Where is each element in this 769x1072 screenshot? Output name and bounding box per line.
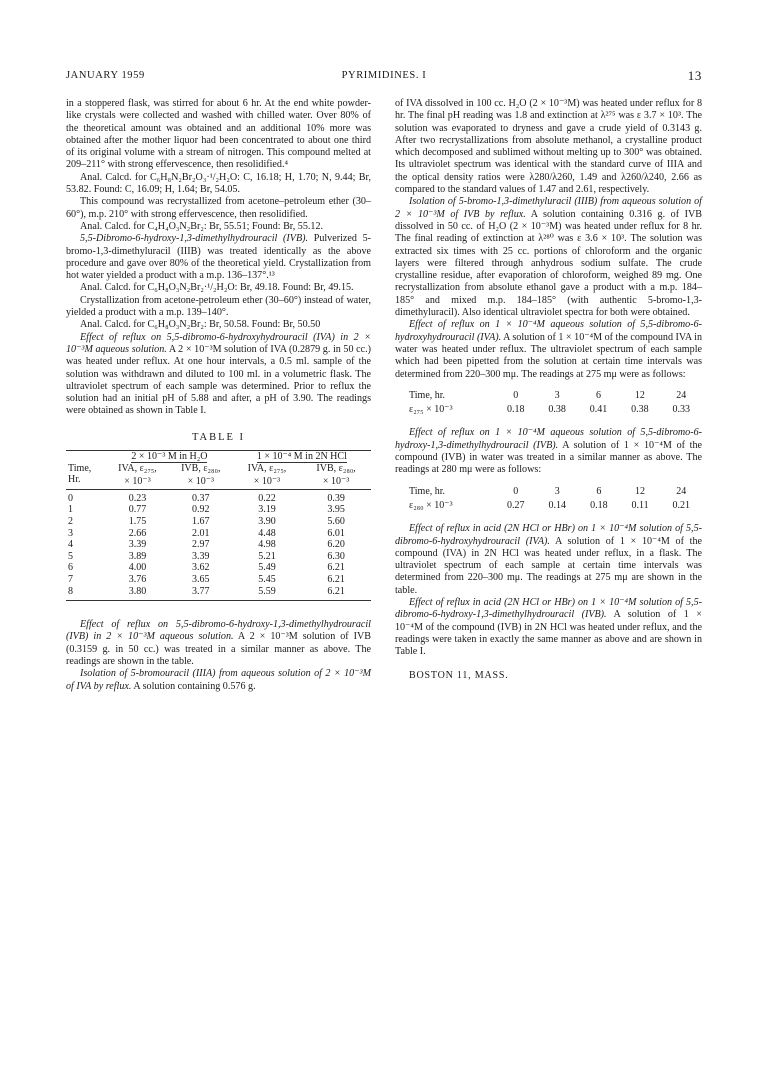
journal-date: JANUARY 1959: [66, 70, 145, 81]
running-header: [66, 70, 702, 84]
table-cell: 8: [68, 585, 73, 597]
readings-cell: 0.18: [506, 404, 525, 416]
table-cell: 1.75: [128, 515, 147, 527]
table-cell: 5: [68, 550, 73, 562]
table-cell: 6.20: [327, 539, 345, 551]
running-title: PYRIMIDINES. I: [341, 70, 427, 81]
paragraph: [395, 597, 702, 658]
paragraph-text: A solution of 1 × 10⁻⁴M of the compound (IVB) in water was treated in a similar manner as above. The readings at 280 mμ were as follows:: [395, 439, 702, 476]
data-table: [66, 450, 371, 601]
readings-cell: 6: [596, 485, 602, 497]
table-cell: 0.77: [128, 504, 147, 516]
table-cell: 4.48: [258, 527, 276, 539]
table-row: [66, 489, 371, 504]
readings-cell: 24: [676, 485, 687, 497]
paragraph: [66, 233, 371, 282]
table-cell: 3.77: [192, 585, 210, 597]
table-header-cell: IVA, ε₂₇₅,: [118, 462, 157, 474]
table-cell: 6.21: [327, 562, 345, 574]
table-cell: 3.39: [192, 550, 210, 562]
section-heading: 5,5-Dibromo-6-hydroxy-1,3-dimethylhydrouracil (IVB).: [80, 233, 308, 245]
readings-cell: 0.38: [631, 404, 649, 416]
table-cell: 6.01: [327, 527, 345, 539]
table-cell: 3.76: [128, 573, 147, 585]
table-row: [66, 586, 371, 601]
section-heading: Effect of reflux in acid (2N HCl or HBr) on 1 × 10⁻⁴M solution of 5,5-dibromo-6-hydroxy-1,3-dimethylhydrouracil (IVB).: [395, 596, 702, 621]
readings-cell: 0: [513, 485, 519, 497]
table-row: [66, 504, 371, 516]
table-row: [66, 528, 371, 540]
section-heading: Effect of reflux on 5,5-dibromo-6-hydroxy-1,3-dimethylhydrouracil (IVB) in 2 × 10⁻³M aqueous solution.: [66, 619, 371, 643]
readings-table-iva: [395, 389, 702, 418]
table-cell: 2.66: [128, 527, 147, 539]
table-cell: 2.01: [192, 527, 210, 539]
table-header-cell: [66, 451, 106, 463]
paragraph: [395, 196, 702, 319]
table-cell: 7: [68, 573, 73, 585]
page-number: 13: [687, 68, 702, 83]
table-cell: 2: [68, 515, 73, 527]
table-header-cell: × 10⁻³: [187, 475, 214, 487]
table-cell: 1.67: [192, 515, 210, 527]
paragraph-text: Pulverized 5-bromo-1,3-dimethyluracil (IIIB) was treated identically as the above procedure and gave over 80% of the theoretical yield. Crystallization from hot water yielded a product with a m.p. 136–137°.¹³: [66, 233, 371, 282]
table-cell: 0.22: [258, 492, 276, 504]
paragraph: in a stoppered flask, was stirred for about 6 hr. At the end white powder-like crystals were collected and washed with chilled water. Over 80% of the theoretical amount was obtained and an additional 10% more was obtained after the mother liquor had been concentrated to about one third of its original volume with a stream of nitrogen. This compound melted at 209–211° with strong effervescence, then resolidified.⁴: [66, 98, 371, 171]
table-header-cell: IVA, ε₂₇₅,: [247, 462, 287, 474]
readings-label: ε₂₇₅ × 10⁻³: [409, 404, 453, 416]
table-header-cell: Time,: [68, 462, 92, 474]
table-cell: 0.92: [192, 504, 210, 516]
section-heading: Effect of reflux on 1 × 10⁻⁴M aqueous solution of 5,5-dibromo-6-hydroxy-1,3-dimethylhydrouracil (IVB).: [395, 427, 702, 451]
table-cell: 5.59: [258, 585, 276, 597]
paragraph: Anal. Calcd. for C₄H₄O₃N₂Br₂: Br, 55.51; Found: Br, 55.12.: [80, 220, 324, 232]
table-cell: 5.60: [327, 515, 345, 527]
paragraph: [66, 619, 371, 668]
readings-cell: 12: [634, 389, 645, 401]
table-cell: 6.30: [327, 550, 345, 562]
table-group-header: 1 × 10⁻⁴ M in 2N HCl: [256, 451, 347, 463]
table-cell: 3.90: [258, 515, 276, 527]
paragraph-text: A solution of 1 × 10⁻⁴M of the compound (IVB) in 2N HCl was heated under reflux, and the readings were taken in exactly the same manner as above and are shown in Table I.: [395, 609, 702, 658]
table-cell: 3.65: [192, 573, 210, 585]
table-cell: 2.97: [192, 539, 210, 551]
table-cell: 6: [68, 562, 73, 574]
readings-table-ivb: [395, 485, 702, 514]
readings-label: ε₂₈₀ × 10⁻³: [409, 499, 453, 511]
paragraph: Anal. Calcd. for C₆H₈N₂Br₂O₃·¹/₂H₂O: C, 16.18; H, 1.70; N, 9.44; Br, 53.82. Found: C, 16.09; H, 1.64; Br, 54.05.: [66, 171, 371, 196]
paragraph-text: A solution of 1 × 10⁻⁴M of the compound (IVA) in 2N HCl was heated under reflux, in a flask. The ultraviolet spectrum of each sample at certain time intervals was determined from 220–300 mμ. The readings at 275 mμ are shown in the table.: [395, 535, 702, 596]
table-cell: 3.39: [128, 539, 147, 551]
table-cell: 3.80: [128, 585, 147, 597]
readings-cell: 6: [595, 389, 601, 401]
table-cell: 3: [68, 527, 73, 539]
table-row: [66, 539, 371, 551]
table-group-header: 2 × 10⁻³ M in H₂O: [131, 451, 208, 463]
section-heading: Isolation of 5-bromo-1,3-dimethyluracil (IIIB) from aqueous solution of 2 × 10⁻³M of IVB by reflux.: [395, 196, 702, 220]
section-heading: Isolation of 5-bromouracil (IIIA) from aqueous solution of 2 × 10⁻³M of IVA by reflux.: [66, 668, 371, 692]
table-row: [66, 551, 371, 563]
table-cell: 0.37: [192, 492, 210, 504]
paragraph-text: A solution containing 0.576 g.: [131, 680, 256, 692]
table-header-cell: Hr.: [68, 474, 81, 486]
readings-cell: 3: [554, 389, 560, 401]
table-cell: 5.45: [258, 573, 276, 585]
section-heading: Effect of reflux on 1 × 10⁻⁴M aqueous solution of 5,5-dibromo-6-hydroxyhydrouracil (IVA).: [395, 319, 702, 343]
author-location: BOSTON 11, MASS.: [409, 670, 509, 682]
paragraph: Crystallization from acetone-petroleum ether (30–60°) instead of water, yielded a product with a m.p. 139–140°.: [66, 294, 371, 319]
table-cell: 1: [68, 504, 73, 516]
table-cell: 6.21: [327, 585, 345, 597]
table-cell: 5.21: [258, 550, 276, 562]
paragraph-text: A solution containing 0.316 g. of IVB dissolved in 50 cc. of H₂O (2 × 10⁻³M) was heated under reflux for 8 hr. The final reading of extinction at λ²⁸⁰ was ε 3.6 × 10³. The solution was extracted six times with 25 cc. portions of chloroform and the organic layers were filtered through anhydrous sodium sulfate. The crude crystalline residue, after evaporation of chloroform, weighed 89 mg. One recrystallization from absolute ethanol gave a product with a m.p. 184–185° and mixed m.p. 184–185° (with authentic 5-bromo-1,3-dimethyluracil). Also identical ultraviolet spectra for both were obtained.: [395, 208, 702, 319]
readings-label: Time, hr.: [409, 485, 446, 497]
table-cell: 5.49: [258, 562, 276, 574]
paragraph: Anal. Calcd. for C₆H₈O₃N₂Br₂·¹/₂H₂O: Br, 49.18. Found: Br, 49.15.: [80, 282, 354, 294]
table-body: [66, 489, 371, 600]
table-cell: 3.19: [258, 504, 276, 516]
paragraph: [66, 668, 371, 693]
readings-cell: 3: [554, 485, 560, 497]
table-header-cell: IVB, ε₂₈₀,: [316, 462, 356, 474]
paragraph: [66, 332, 371, 418]
table-row: [66, 562, 371, 574]
table-cell: 3.95: [327, 504, 345, 516]
table-header-cell: × 10⁻³: [322, 475, 350, 487]
table-header-cell: IVB, ε₂₈₀,: [181, 462, 221, 474]
table-cell: 3.62: [192, 562, 210, 574]
paragraph: Anal. Calcd. for C₆H₈O₃N₂Br₂: Br, 50.58. Found: Br, 50.50: [80, 319, 321, 331]
table-cell: 3.89: [128, 550, 147, 562]
paragraph: [395, 319, 702, 380]
table-cell: 4.98: [258, 539, 276, 551]
paragraph-text: A 2 × 10⁻³M solution of IVA (0.2879 g. in 50 cc.) was heated under reflux. At one hour intervals, a 0.5 ml. sample of the solution was withdrawn and diluted to 100 ml. in a volumetric flask. The ultraviolet spectrum of each sample was determined. Prior to reflux the solution had an initial pH of 5.88 and after, a pH of 3.90. The readings were obtained as shown in Table I.: [66, 343, 371, 417]
table-cell: 6.21: [327, 573, 345, 585]
table-cell: 0.23: [128, 492, 147, 504]
readings-cell: 0.18: [590, 499, 608, 511]
left-column: [66, 98, 371, 693]
table-cell: 4.00: [128, 562, 147, 574]
table-cell: 0: [68, 492, 73, 504]
readings-cell: 24: [676, 389, 687, 401]
section-heading: Effect of reflux on 5,5-dibromo-6-hydroxyhydrouracil (IVA) in 2 × 10⁻³M aqueous solution.: [66, 331, 371, 355]
readings-cell: 0.41: [589, 404, 608, 416]
paragraph: [395, 427, 702, 476]
paragraph: of IVA dissolved in 100 cc. H₂O (2 × 10⁻³M) was heated under reflux for 8 hr. The final pH reading was 1.8 and extinction at λ²⁷⁵ was ε 3.7 × 10³. The solution was evaporated to dryness and gave a crude yield of 0.3143 g. After two recrystallizations from absolute methanol, a crystalline product which decomposed and sublimed without melting up to 300° was obtained. Its ultraviolet spectrum was identical with the standard curve of IIIA and the optical density ratios were λ280/λ260, 1.49 and λ260/λ240, 2.66 as compared to the standard values of 1.47 and 2.61, respectively.: [395, 98, 702, 196]
table-row: [66, 574, 371, 586]
table-header-cell: × 10⁻³: [253, 475, 281, 487]
table-title: TABLE I: [191, 431, 246, 443]
paragraph: This compound was recrystallized from acetone–petroleum ether (30–60°), m.p. 210° with strong effervescence, then resolidified.: [66, 196, 371, 220]
section-heading: Effect of reflux in acid (2N HCl or HBr) on 1 × 10⁻⁴M solution of 5,5-dibromo-6-hydroxyhydrouracil (IVA).: [395, 523, 702, 547]
readings-cell: 0.27: [507, 499, 525, 511]
table-cell: 4: [68, 539, 73, 551]
paragraph-text: A 2 × 10⁻³M solution of IVB (0.3159 g. in 50 cc.) was treated in a similar manner as above. The readings are shown in the table.: [66, 631, 371, 668]
readings-cell: 0.38: [548, 404, 566, 416]
table-row: [66, 516, 371, 528]
paragraph: [395, 523, 702, 597]
readings-cell: 0.14: [548, 499, 567, 511]
readings-cell: 0.21: [672, 499, 690, 511]
paragraph-text: A solution of 1 × 10⁻⁴M of the compound IVA in water was heated under reflux. The ultraviolet spectrum of each sample which had been pipetted from the solution at certain time intervals was determined from 220–300 mμ. The readings at 275 mμ were as follows:: [395, 331, 702, 380]
readings-cell: 0.33: [672, 404, 691, 416]
readings-cell: 0.11: [631, 499, 649, 511]
right-column: [395, 98, 702, 683]
readings-cell: 0: [513, 389, 519, 401]
table-cell: 0.39: [327, 492, 345, 504]
readings-label: Time, hr.: [409, 389, 446, 401]
table-header-cell: × 10⁻³: [124, 475, 151, 487]
readings-cell: 12: [635, 485, 646, 497]
